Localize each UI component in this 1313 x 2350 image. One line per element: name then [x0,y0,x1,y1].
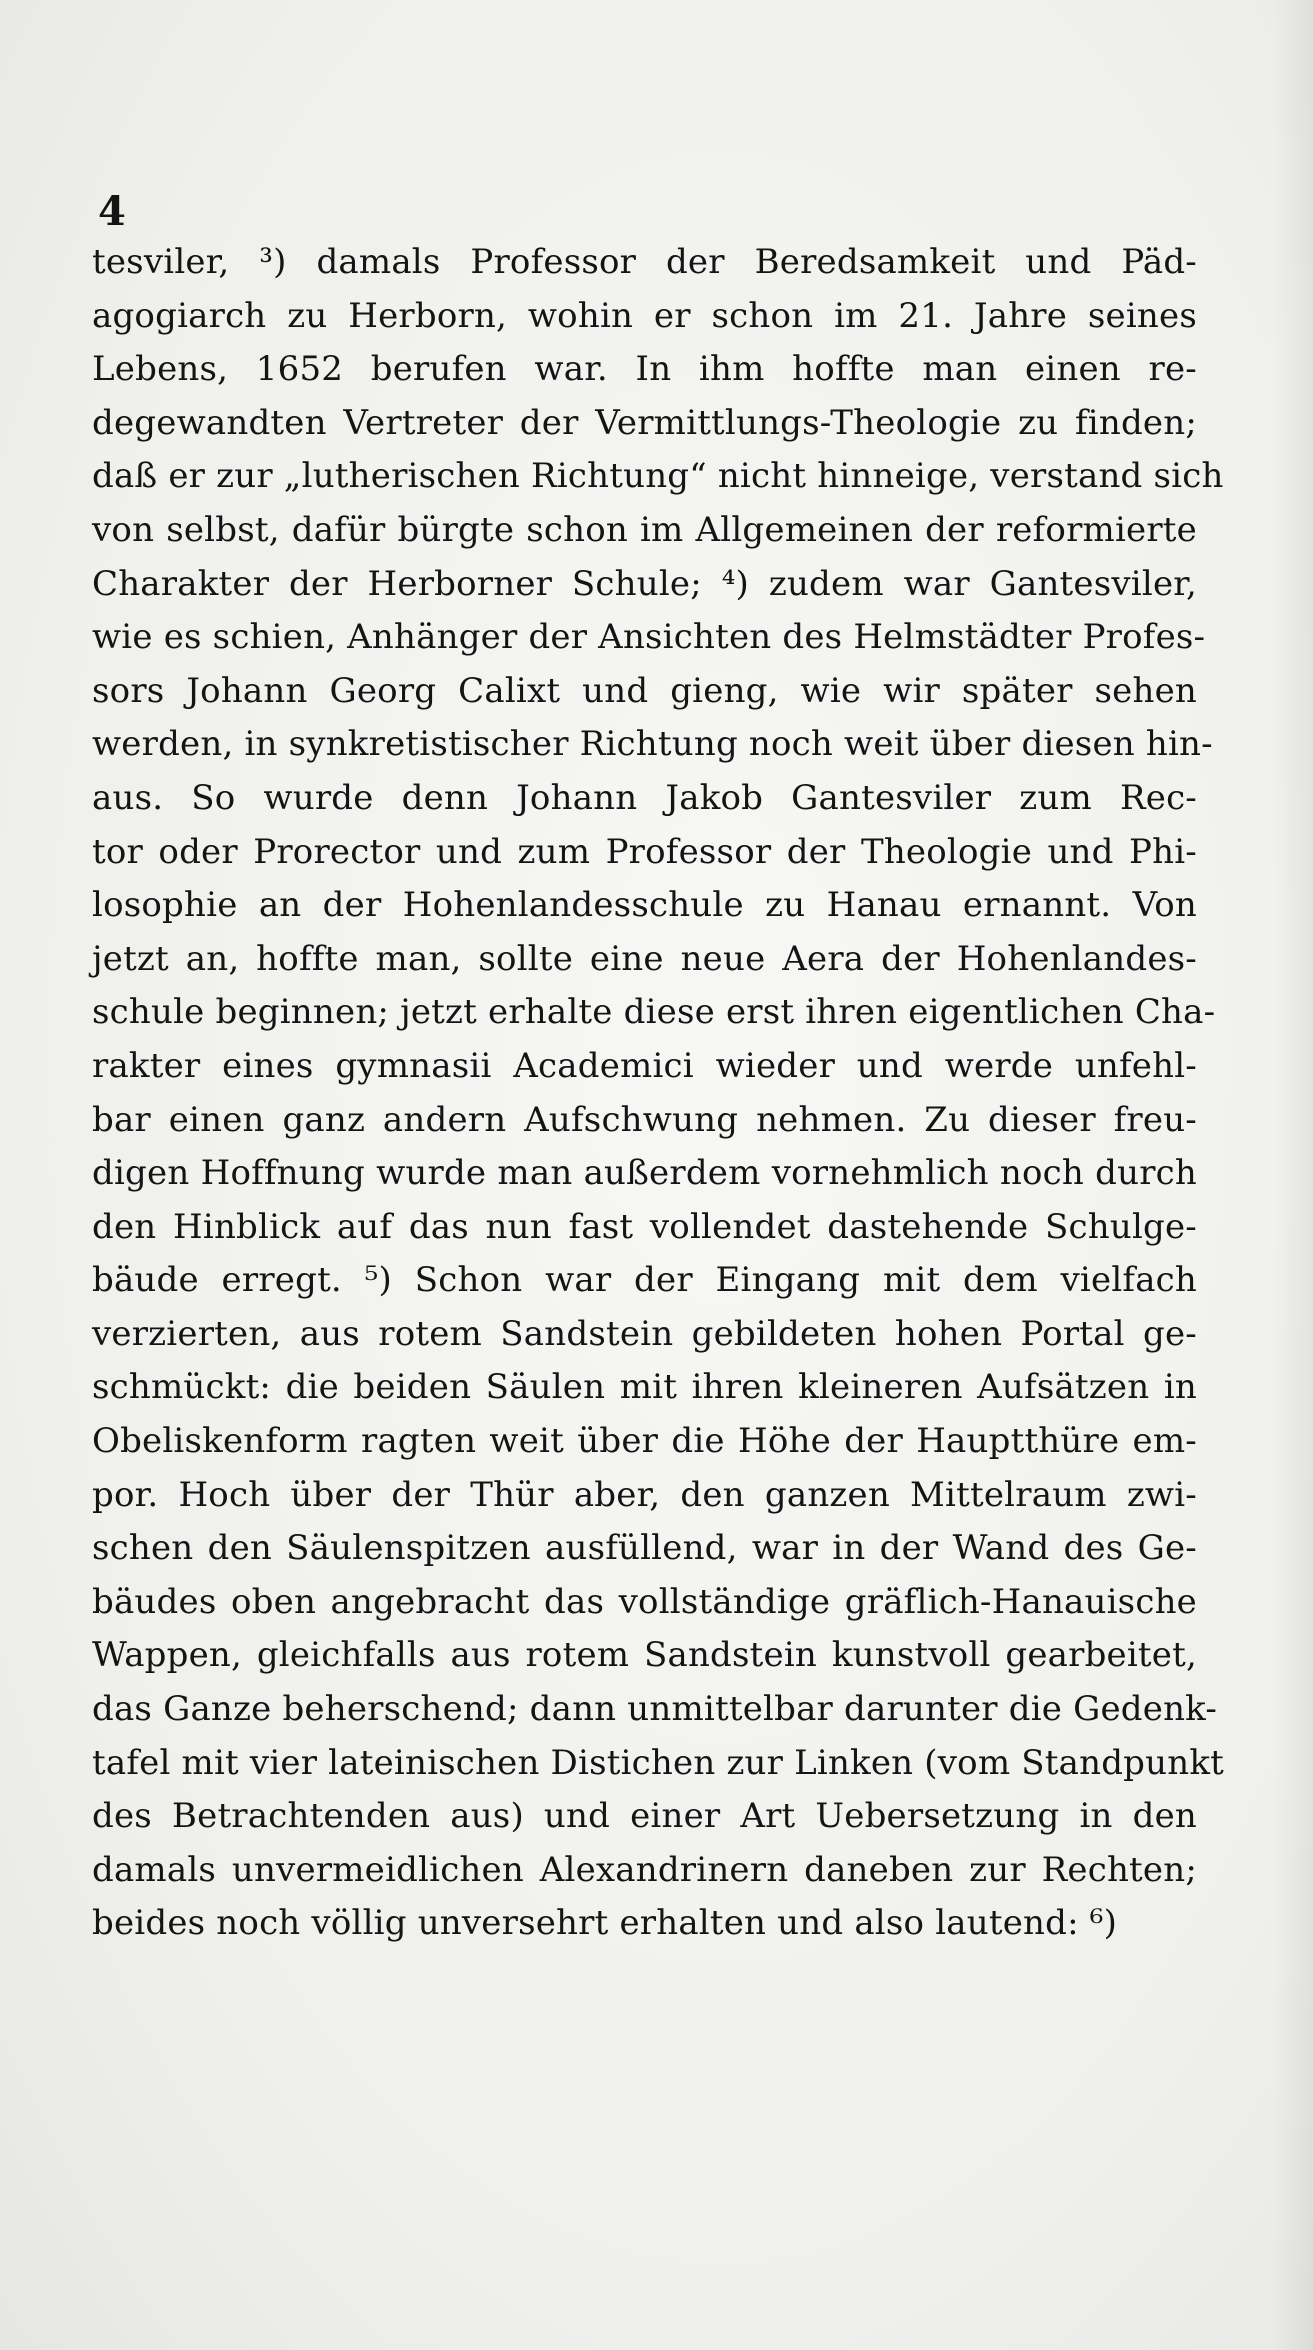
text-line: por. Hoch über der Thür aber, den ganzen Mittelraum zwi- [92,1474,1197,1515]
text-line: von selbst, dafür bürgte schon im Allgemeinen der reformierte [92,509,1197,550]
text-line: losophie an der Hohenlandesschule zu Hanau ernannt. Von [92,885,1197,926]
text-line: Lebens, 1652 berufen war. In ihm hoffte man einen re- [92,349,1197,390]
text-line: den Hinblick auf das nun fast vollendet dastehende Schulge- [92,1206,1197,1247]
text-line: tesviler, ³) damals Professor der Beredsamkeit und Päd- [92,242,1197,282]
text-line: tor oder Prorector und zum Professor der Theologie und Phi- [92,831,1197,872]
text-line: bar einen ganz andern Aufschwung nehmen. Zu dieser freu- [92,1099,1197,1140]
text-line: agogiarch zu Herborn, wohin er schon im 21. Jahre seines [92,295,1197,336]
text-line: des Betrachtenden aus) und einer Art Uebersetzung in den [92,1796,1197,1837]
text-line: digen Hoffnung wurde man außerdem vornehmlich noch durch [92,1153,1197,1194]
text-line: schmückt: die beiden Säulen mit ihren kleineren Aufsätzen in [92,1367,1197,1408]
text-line: wie es schien, Anhänger der Ansichten des Helmstädter Profes- [92,617,1206,658]
text-line: bäudes oben angebracht das vollständige gräflich-Hanauische [92,1581,1197,1622]
body-text [92,236,1224,1951]
text-line: rakter eines gymnasii Academici wieder und werde unfehl- [92,1045,1197,1086]
text-line: degewandten Vertreter der Vermittlungs-Theologie zu finden; [92,402,1197,443]
text-line: beides noch völlig unversehrt erhalten und also lautend: ⁶) [92,1903,1118,1944]
text-line: tafel mit vier lateinischen Distichen zur Linken (vom Standpunkt [92,1742,1224,1783]
text-line: aus. So wurde denn Johann Jakob Gantesviler zum Rec- [92,777,1197,818]
text-line: Charakter der Herborner Schule; ⁴) zudem war Gantesviler, [92,563,1197,604]
page-number: 4 [98,188,126,235]
text-line: schule beginnen; jetzt erhalte diese erst ihren eigentlichen Cha- [92,992,1216,1033]
text-line: werden, in synkretistischer Richtung noch weit über diesen hin- [92,724,1213,765]
text-line: das Ganze beherschend; dann unmittelbar darunter die Gedenk- [92,1689,1218,1730]
text-line: Wappen, gleichfalls aus rotem Sandstein kunstvoll gearbeitet, [92,1635,1197,1676]
text-line: jetzt an, hoffte man, sollte eine neue Aera der Hohenlandes- [92,938,1197,979]
text-line: schen den Säulenspitzen ausfüllend, war in der Wand des Ge- [92,1528,1197,1569]
text-line: bäude erregt. ⁵) Schon war der Eingang mit dem vielfach [92,1260,1197,1301]
text-line: sors Johann Georg Calixt und gieng, wie wir später sehen [92,670,1197,711]
text-line: daß er zur „lutherischen Richtung“ nicht hinneige, verstand sich [92,456,1224,497]
text-line: Obeliskenform ragten weit über die Höhe der Hauptthüre em- [92,1421,1197,1462]
text-line: verzierten, aus rotem Sandstein gebildeten hohen Portal ge- [92,1313,1197,1354]
text-line: damals unvermeidlichen Alexandrinern daneben zur Rechten; [92,1849,1197,1890]
page-edge-shadow [1273,0,1313,2350]
